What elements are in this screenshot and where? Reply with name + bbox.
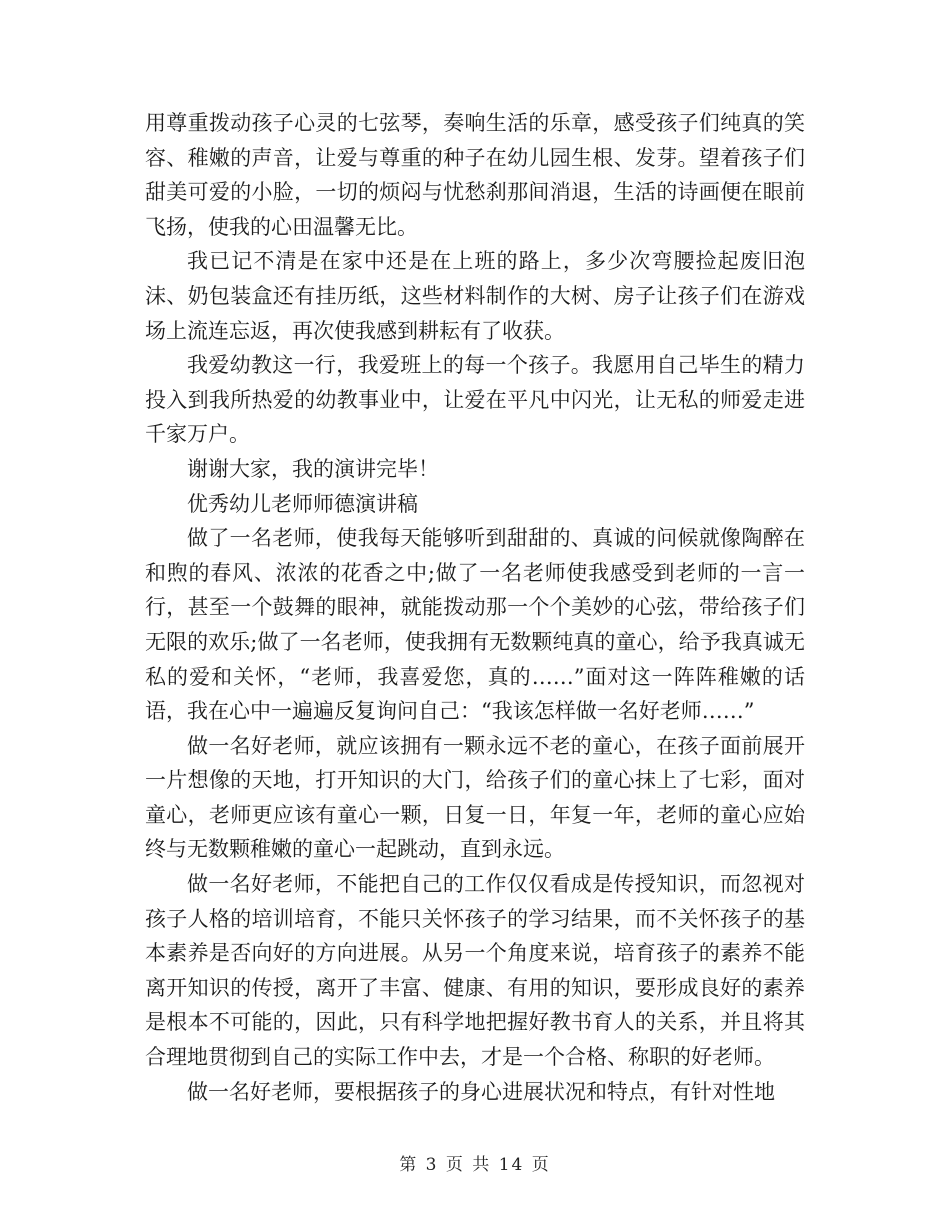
paragraph: 做一名好老师，要根据孩子的身心进展状况和特点，有针对性地 bbox=[187, 1079, 775, 1104]
section-title: 优秀幼儿老师师德演讲稿 bbox=[187, 491, 418, 516]
closing-line: 谢谢大家，我的演讲完毕！ bbox=[187, 456, 439, 481]
page-number-footer: 第 3 页 共 14 页 bbox=[399, 1155, 551, 1175]
paragraph: 我爱幼教这一行，我爱班上的每一个孩子。我愿用自己毕生的精力投入到我所热爱的幼教事业中，让爱在平凡中闪光，让无私的师爱走进千家万户。 bbox=[145, 353, 805, 447]
paragraph: 做了一名老师，使我每天能够听到甜甜的、真诚的问候就像陶醉在和煦的春风、浓浓的花香之中;做了一名老师使我感受到老师的一言一行，甚至一个鼓舞的眼神，就能拨动那一个个美妙的心弦，带给孩子们无限的欢乐;做了一名老师，使我拥有无数颗纯真的童心，给予我真诚无私的爱和关怀，“老师，我喜爱您，真的……”面对这一阵阵稚嫩的话语，我在心中一遍遍反复询问自己：“我该怎样做一名好老师……” bbox=[145, 526, 805, 724]
paragraph: 做一名好老师，就应该拥有一颗永远不老的童心，在孩子面前展开一片想像的天地，打开知识的大门，给孩子们的童心抹上了七彩，面对童心，老师更应该有童心一颗，日复一日，年复一年，老师的童心应始终与无数颗稚嫩的童心一起跳动，直到永远。 bbox=[145, 733, 805, 862]
paragraph-continuation: 用尊重拨动孩子心灵的七弦琴，奏响生活的乐章，感受孩子们纯真的笑容、稚嫩的声音，让爱与尊重的种子在幼儿园生根、发芽。望着孩子们甜美可爱的小脸，一切的烦闷与忧愁刹那间消退，生活的诗画便在眼前飞扬，使我的心田温馨无比。 bbox=[145, 111, 805, 239]
document-body bbox=[145, 106, 805, 1109]
paragraph: 做一名好老师，不能把自己的工作仅仅看成是传授知识，而忽视对孩子人格的培训培育，不能只关怀孩子的学习结果，而不关怀孩子的基本素养是否向好的方向进展。从另一个角度来说，培育孩子的素养不能离开知识的传授，离开了丰富、健康、有用的知识，要形成良好的素养是根本不可能的，因此，只有科学地把握好教书育人的关系，并且将其合理地贯彻到自己的实际工作中去，才是一个合格、称职的好老师。 bbox=[145, 872, 805, 1070]
paragraph: 我已记不清是在家中还是在上班的路上，多少次弯腰捡起废旧泡沫、奶包装盒还有挂历纸，这些材料制作的大树、房子让孩子们在游戏场上流连忘返，再次使我感到耕耘有了收获。 bbox=[145, 249, 805, 343]
